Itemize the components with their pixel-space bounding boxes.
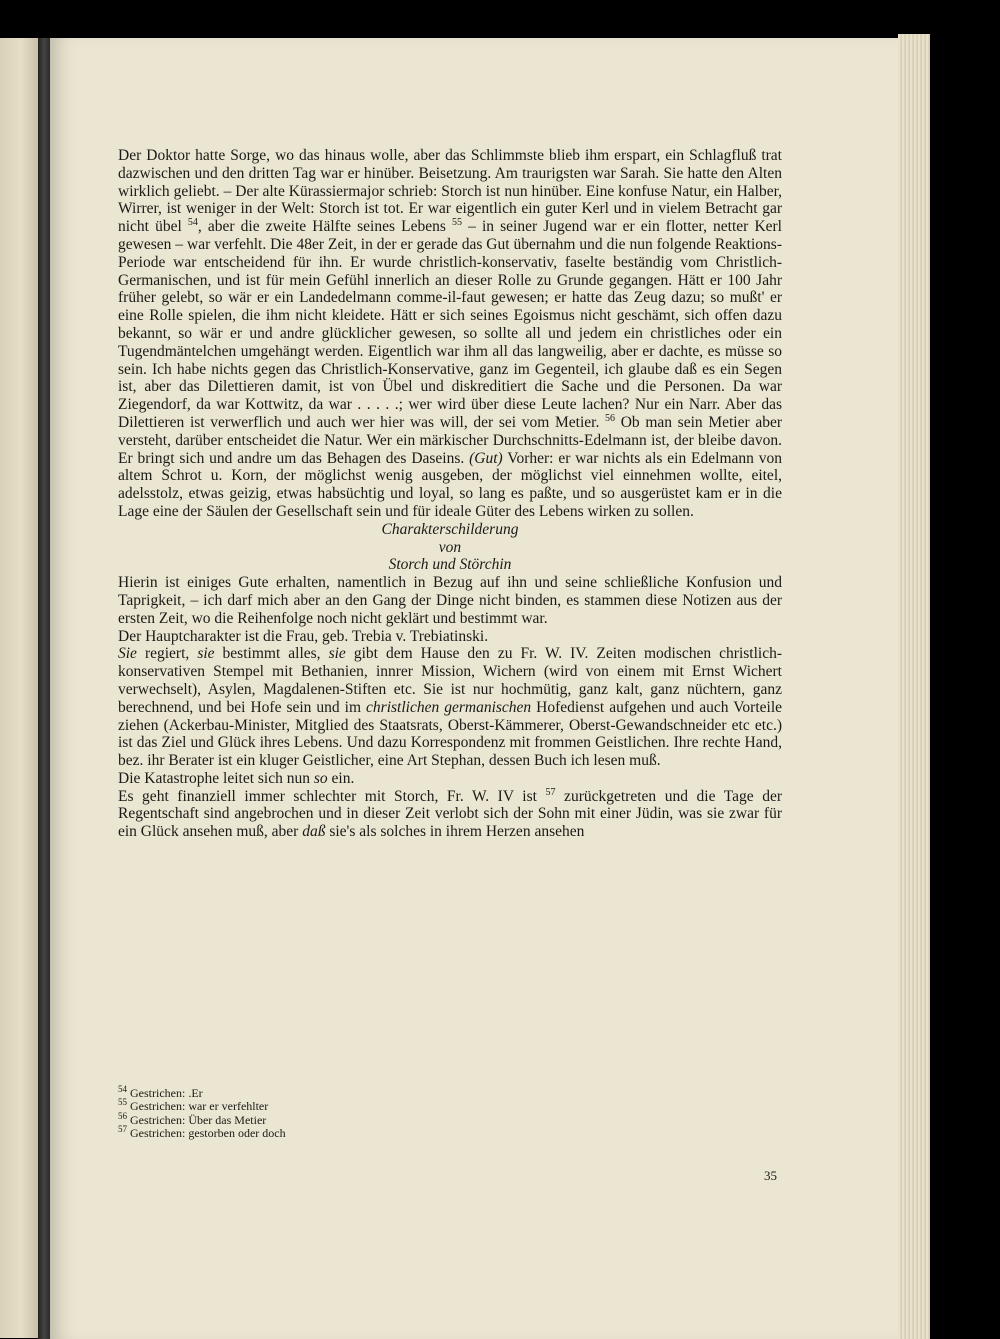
emphasis: sie [197,645,215,663]
page-stack-edges [898,34,930,1339]
paragraph-4 [118,645,782,770]
text-run: – in seiner Jugend war er ein flotter, netter Kerl gewesen – war verfehlt. Die 48er Zeit, in der er gerade das Gut übernahm und die nun folgende Reaktions-Periode war entscheidend für ihn. Er wurde christlich-konservativ, faselte beständig vom Christlich-Germanischen, und ist für mein Gefühl innerlich an dieser Rolle zu Grunde gegangen. Hätt er 100 Jahr früher gelebt, so wär er ein Landedelmann comme-il-faut gewesen; er hatte das Zeug dazu; so mußt' er eine Rolle spielen, die ihm nicht kleidete. Hätt er sich seines Egoismus nicht geschämt, sich offen dazu bekannt, so wär er und andre glücklicher gewesen, so sollte all und jedem ein christliches oder ein Tugendmäntelchen umgehängt werden. Eigentlich war ihm all das langweilig, aber er dachte, es müsse so sein. Ich habe nichts gegen das Christlich-Konservative, ganz im Gegenteil, ich glaube daß es ein Segen ist, aber das Dilettieren damit, ist von Übel und diskreditiert die Sache und die Personen. Da war Ziegendorf, da war Kottwitz, da war . . . . .; wer wird über diese Leute lachen? Nur ein Narr. Aber das Dilettieren ist verwerflich und auch wer hier was will, der sei vom Metier. [118,218,782,431]
emphasis: christlichen germanischen [366,698,532,716]
text-run: sie's als solches in ihrem Herzen ansehen [325,823,585,841]
footnotes [118,1084,518,1140]
footnote-text: Gestrichen: .Er [130,1086,203,1100]
footnote-ref: 54 [187,217,198,229]
paragraph-5 [118,770,782,788]
footnote-number: 56 [118,1110,127,1121]
footnote-text: Gestrichen: gestorben oder doch [130,1125,286,1140]
text-run: Hofedienst aufgehen und auch Vorteile ziehen (Ackerbau-Minister, Mitglied des Staatsrats, Oberst-Kämmerer, Oberst-Gewandschneider etc etc.) ist das Ziel und Glück ihres Lebens. Und dazu Korrespondenz mit frommen Geistlichen. Ihre rechte Hand, bez. ihr Berater ist ein kluger Geistlicher, eine Art Stephan, dessen Buch ich lesen muß. [118,698,783,770]
footnote [118,1123,518,1140]
footnote [118,1110,518,1127]
section-heading-subject: Storch und Störchin [388,556,512,574]
paragraph-3: Der Hauptcharakter ist die Frau, geb. Trebia v. Trebiatinski. [118,627,489,645]
text-run: zurückgetreten und die Tage der Regentschaft sind angebrochen und in dieser Zeit verlobt sich der Sohn mit einer Jüdin, was sie zwar für ein Glück ansehen muß, aber [118,787,782,841]
text-run: Der Doktor hatte Sorge, wo das hinaus wolle, aber das Schlimmste blieb ihm erspart, ein Schlagfluß trat dazwischen und den dritten Tag war er hinüber. Beisetzung. Am traurigsten war Sarah. Sie hatte den Alten wirklich geliebt. – Der alte Kürassiermajor schrieb: Storch ist nun hinüber. Eine konfuse Natur, ein Halber, Wirrer, ist weniger in der Welt: Storch ist tot. Er war eigentlich ein guter Kerl und in vielem Betracht gar nicht übel [118,147,782,236]
footnote-text: Gestrichen: war er verfehlter [130,1099,269,1114]
paragraph-2: Hierin ist einiges Gute erhalten, namentlich in Bezug auf ihn und seine schließliche Konfusion und Taprigkeit, – ich darf mich aber an den Gang der Dinge nicht binden, es stammen diese Notizen aus der ersten Zeit, wo die Reihenfolge noch nicht geklärt und bestimmt war. [118,574,782,627]
section-heading-von: von [438,538,462,556]
text-run: Die Katastrophe leitet sich nun [118,769,314,787]
text-run: Ob man sein Metier aber versteht, darüber entscheidet die Natur. Wer ein märkischer Durchschnitts-Edelmann ist, der bleibe davon. Er bringt sich und andre um das Behagen des Daseins. [118,413,782,467]
footnote-text: Gestrichen: Über das Metier [130,1112,267,1127]
left-page-edge [0,38,38,1338]
emphasis: daß [302,823,326,841]
text-run: ein. [327,769,355,787]
text-run: Es geht finanziell immer schlechter mit Storch, Fr. W. IV ist [118,787,546,805]
footnote [118,1097,518,1114]
paragraph-6 [118,788,782,841]
page-body [118,147,782,841]
footnote-ref: 57 [545,786,556,798]
footnote-ref: 56 [605,412,616,424]
emphasis: Sie [118,645,137,663]
text-run: , aber die zweite Hälfte seines Lebens [197,218,452,236]
section-heading-title: Charakterschilderung [381,520,519,538]
footnote-ref: 55 [451,217,462,229]
emphasis: so [313,769,328,787]
text-run: Vorher: er war nichts als ein Edelmann von altem Schrot u. Korn, der möglichst wenig ausgeben, der möglichst viel einnehmen wollte, eitel, adelsstolz, etwas geizig, etwas habsüchtig und loyal, so lang es paßte, und so ausgerüstet kam er in die Lage eine der Säulen der Gesellschaft sein und für ideale Güter des Lebens wirken zu sollen. [118,449,782,520]
emphasis: (Gut) [469,449,503,467]
footnote-number: 57 [118,1123,127,1134]
page-number: 35 [764,1168,777,1183]
footnote-number: 55 [118,1097,127,1108]
emphasis: sie [328,645,346,663]
footnote-number: 54 [118,1084,127,1094]
text-run: gibt dem Hause den zu Fr. W. IV. Zeiten modischen christlich-konservativen Stempel mit Bethanien, innrer Mission, Wichern (wird von einem mit Ernst Wichert verwechselt), Asylen, Magdalenen-Stiften etc. Sie ist nur hochmütig, ganz kalt, ganz nüchtern, ganz berechnend, und bei Hofe sein und im [118,645,782,716]
book-spine [38,38,50,1339]
text-run: bestimmt alles, [214,645,329,663]
paragraph-1 [118,147,782,521]
text-run: regiert, [136,645,198,663]
